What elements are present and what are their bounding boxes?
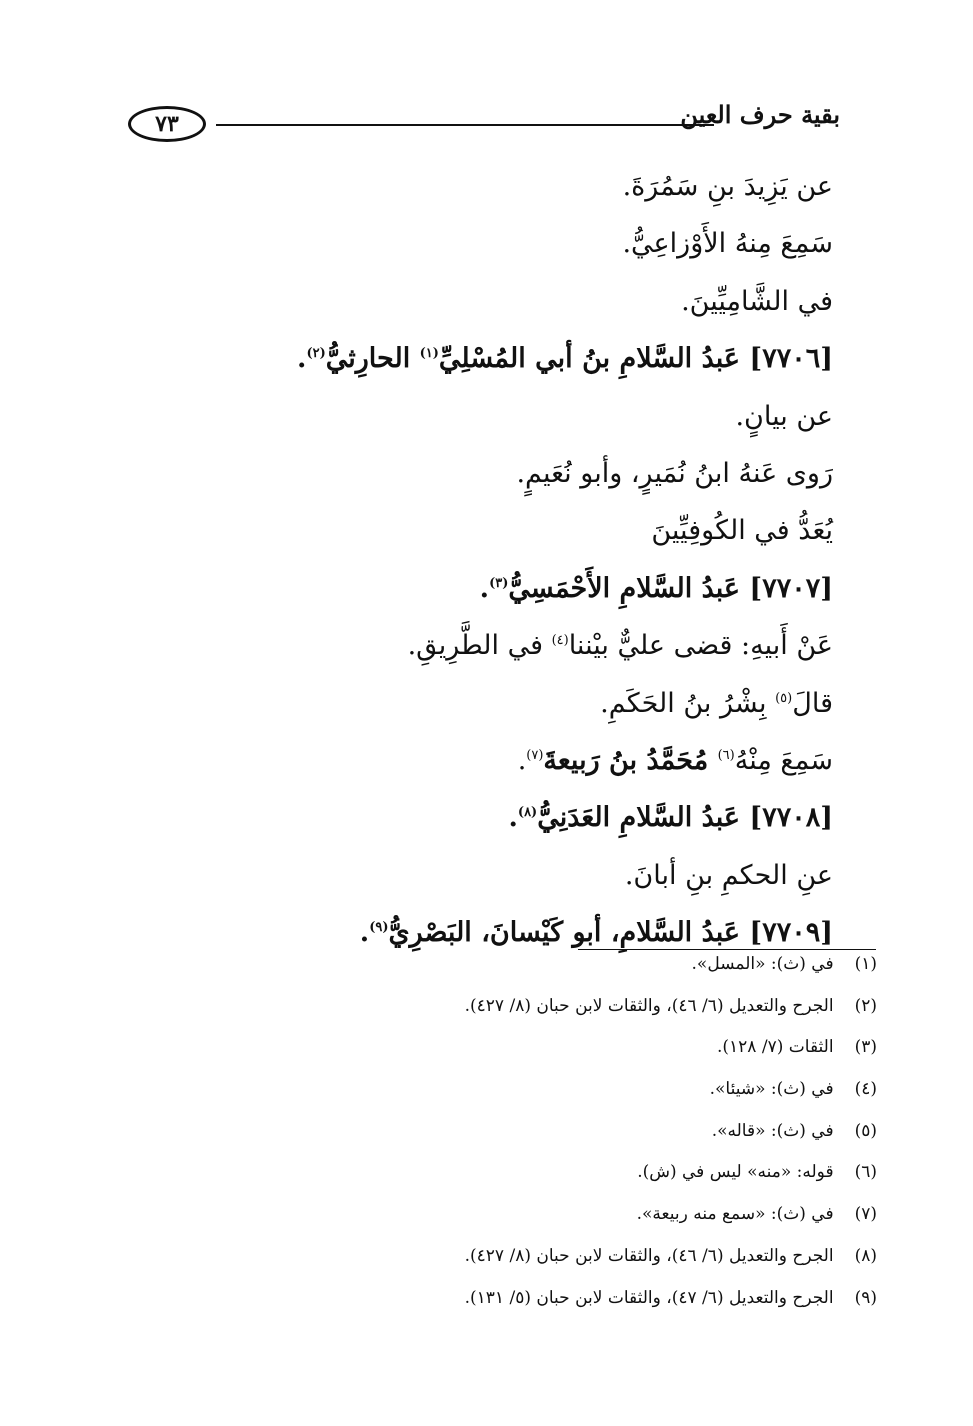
footnotes xyxy=(177,944,877,1319)
text-segment: قالَ xyxy=(792,687,833,719)
entry-end: . xyxy=(297,343,307,375)
text-line: سَمِعَ مِنهُ الأَوْزاعِيُّ. xyxy=(622,228,833,260)
footnote-number: (١) xyxy=(854,954,877,974)
entry-name: عَبدُ السَّلامِ، أبو كَيْسانَ، البَصْرِيُّ xyxy=(388,917,750,949)
footnote-ref: (٣) xyxy=(489,575,509,591)
footnote-ref: (٥) xyxy=(775,690,793,706)
footnote-text: في (ث): «شيئا». xyxy=(709,1079,834,1100)
footnote xyxy=(177,1236,877,1278)
entry-line xyxy=(133,330,833,387)
entry-end: . xyxy=(359,917,370,949)
text-line: رَوى عَنهُ ابنُ نُمَيرٍ، وأبو نُعَيمٍ. xyxy=(516,457,833,489)
footnote xyxy=(177,1069,877,1111)
entry-number: [٧٧٠٨] xyxy=(749,802,833,834)
footnote-text: الثقات (٧/ ١٢٨). xyxy=(717,1037,834,1058)
text-segment: . xyxy=(517,744,527,776)
footnote-ref: (٨) xyxy=(517,805,538,821)
footnote-ref: (١) xyxy=(419,346,439,362)
text-line: في الشَّامِيِّينَ. xyxy=(681,285,833,317)
footnote-number: (٧) xyxy=(854,1204,877,1225)
footnote-text: في (ث): «المسل». xyxy=(691,954,834,974)
entry-number: [٧٧٠٦] xyxy=(749,343,833,375)
footnote-number: (٥) xyxy=(854,1120,877,1141)
footnote xyxy=(177,986,877,1028)
main-text xyxy=(133,158,833,961)
text-segment: في الطَّرِيقِ. xyxy=(407,630,552,662)
footnote-text: قوله: «منه» ليس في (ش). xyxy=(637,1162,834,1183)
footnote-ref: (٢) xyxy=(306,346,326,362)
footnote xyxy=(177,1111,877,1153)
footnote xyxy=(177,1194,877,1236)
footnote-number: (٢) xyxy=(854,995,877,1016)
text-segment: سَمِعَ مِنْهُ xyxy=(734,744,833,776)
entry-name-tail: الحارِثيُّ xyxy=(325,343,420,375)
footnote xyxy=(177,1278,877,1320)
entry-name: عَبدُ السَّلامِ الأَحْمَسِيُّ xyxy=(508,572,750,604)
text-segment: مُحَمَّدُ بنُ رَبيعةَ xyxy=(543,744,718,776)
footnote-text: الجرح والتعديل (٦/ ٤٧)، والثقات لابن حبان (٥/ ١٣١). xyxy=(464,1287,834,1308)
text-line xyxy=(133,617,833,674)
entry-end: . xyxy=(508,802,518,834)
entry-line xyxy=(133,560,833,617)
text-line xyxy=(133,732,833,789)
text-line xyxy=(133,675,833,732)
footnote-ref: (٤) xyxy=(551,633,569,649)
footnote-text: في (ث): «سمع منه ربيعة». xyxy=(636,1204,834,1225)
text-segment: بِشْرُ بنُ الحَكَمِ. xyxy=(600,687,776,719)
text-line: عن يَزِيدَ بنِ سَمُرَةَ. xyxy=(622,171,833,202)
footnote xyxy=(177,1152,877,1194)
footnote xyxy=(177,1027,877,1069)
page-number: ٧٣ xyxy=(128,106,206,142)
text-line: عنِ الحكمِ بنِ أبانَ. xyxy=(624,859,833,891)
footnote-number: (٦) xyxy=(854,1162,877,1183)
text-line: يُعَدُّ في الكُوفِيِّينَ xyxy=(651,515,833,547)
entry-number: [٧٧٠٧] xyxy=(749,572,833,604)
text-line: عن بيانٍ. xyxy=(735,400,833,432)
entry-end: . xyxy=(479,572,490,604)
entry-name: عَبدُ السَّلامِ العَدَنِيُّ xyxy=(537,802,750,834)
footnote-number: (٩) xyxy=(854,1287,877,1308)
text-segment: عَنْ أَبيهِ: قضى عليٌّ بيْننا xyxy=(568,630,833,662)
footnote-text: الجرح والتعديل (٦/ ٤٦)، والثقات لابن حبان (٨/ ٤٢٧). xyxy=(464,1245,834,1266)
footnote-number: (٣) xyxy=(854,1037,877,1058)
footnote-ref: (٦) xyxy=(717,747,735,763)
page-header xyxy=(128,100,840,152)
footnote xyxy=(177,944,877,986)
footnote-text: في (ث): «قاله». xyxy=(711,1120,834,1141)
entry-line xyxy=(133,789,833,846)
footnote-ref: (٩) xyxy=(369,920,389,936)
footnote-text: الجرح والتعديل (٦/ ٤٦)، والثقات لابن حبان (٨/ ٤٢٧). xyxy=(464,995,834,1016)
running-title: بقية حرف العين xyxy=(680,100,840,129)
entry-number: [٧٧٠٩] xyxy=(749,917,833,949)
footnote-number: (٨) xyxy=(854,1245,877,1266)
footnote-ref: (٧) xyxy=(526,747,544,763)
footnote-number: (٤) xyxy=(854,1079,877,1100)
entry-name: عَبدُ السَّلامِ بنُ أبي المُسْلِيِّ xyxy=(438,343,750,375)
header-rule xyxy=(216,124,714,126)
